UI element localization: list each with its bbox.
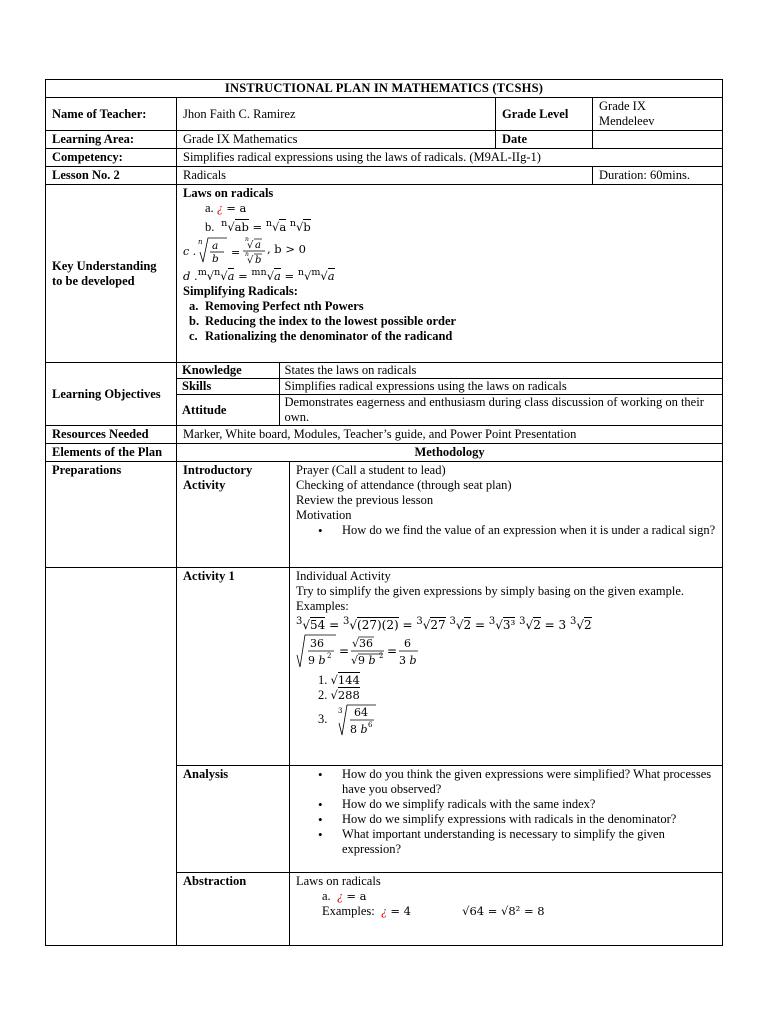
laws-title: Laws on radicals (183, 186, 274, 200)
intro-activity-label: Introductory Activity (177, 462, 290, 568)
abstraction-line: Laws on radicals (296, 874, 381, 888)
date-value (593, 131, 723, 149)
methodology-header: Methodology (177, 444, 723, 462)
svg-text:6: 6 (404, 637, 411, 650)
law-c (183, 235, 716, 265)
intro-line: Prayer (Call a student to lead) (296, 463, 446, 477)
intro-line: Review the previous lesson (296, 493, 434, 507)
analysis-question: • How do you think the given expressions were simplified? What processes have you observed? (296, 767, 716, 797)
knowledge-label: Knowledge (177, 363, 279, 379)
motivation-list (296, 523, 716, 538)
simplifying-list (183, 299, 716, 344)
analysis-question: • What important understanding is necessary to simplify the given expression? (296, 827, 716, 857)
grade-value-line2: Mendeleev (599, 114, 655, 128)
simplifying-item: a. Removing Perfect nth Powers (189, 298, 364, 313)
simplifying-item: b. Reducing the index to the lowest possible order (189, 313, 457, 328)
svg-text:b: b (255, 254, 262, 265)
activity1-item: 2. √288 (318, 688, 360, 702)
svg-text:√36: √36 (352, 637, 374, 650)
svg-text:√: √ (247, 254, 254, 265)
svg-text:2: 2 (379, 652, 384, 660)
law-b (183, 216, 716, 235)
svg-text:n: n (198, 237, 203, 246)
abstraction-examples (296, 904, 716, 919)
elements-label: Elements of the Plan (46, 444, 177, 462)
intro-activity-content (290, 462, 723, 568)
grade-level-value (593, 98, 723, 131)
example-symbol: ¿ (377, 904, 388, 918)
teacher-label: Name of Teacher: (46, 98, 177, 131)
svg-text:3 b: 3 b (399, 654, 417, 667)
resources-label: Resources Needed (46, 426, 177, 444)
knowledge-value: States the laws on radicals (279, 363, 722, 379)
example2-value: √64 = √8² = 8 (462, 904, 545, 918)
lesson-value: Radicals (177, 167, 593, 185)
svg-text:c .: c . (183, 244, 197, 258)
svg-text:n: n (245, 250, 249, 258)
analysis-label: Analysis (177, 766, 290, 873)
svg-text:9 b: 9 b (308, 654, 326, 667)
example1-value: = 4 (390, 904, 411, 918)
preparations-label: Preparations (46, 462, 177, 568)
example-cube-root: $^3$√54 = $^3$√(27)(2) = $^3$√27 $^3$√2 = $^3$√3³ $^3$√2 = 3 $^3$√2 (296, 616, 592, 632)
examples-label: Examples: (322, 904, 375, 918)
plan-title: INSTRUCTIONAL PLAN IN MATHEMATICS (TCSHS) (46, 80, 723, 98)
item2-value: 288 (337, 688, 360, 702)
simplifying-title: Simplifying Radicals: (183, 283, 298, 298)
svg-text:a: a (255, 239, 261, 251)
learning-objectives-label: Learning Objectives (46, 363, 177, 426)
item3-formula (338, 703, 408, 737)
svg-text:6: 6 (368, 721, 373, 729)
law-b-mark: b. (205, 219, 215, 234)
date-label: Date (496, 131, 593, 149)
activity1-item: 1. √144 (318, 673, 360, 687)
skills-value: Simplifies radical expressions using the laws on radicals (279, 379, 722, 395)
grade-level-label: Grade Level (496, 98, 593, 131)
law-c-condition: , b > 0 (267, 241, 306, 256)
law-a-text: = a (226, 201, 247, 215)
competency-label: Competency: (46, 149, 177, 167)
key-understanding-content (177, 185, 723, 363)
grade-value-line1: Grade IX (599, 99, 646, 113)
svg-text:√9 b: √9 b (351, 654, 376, 667)
intro-line: Motivation (296, 508, 352, 522)
activity1-line: Examples: (296, 599, 349, 613)
intro-line: Checking of attendance (through seat plan) (296, 478, 512, 492)
abstraction-label: Abstraction (177, 873, 290, 946)
svg-text:64: 64 (354, 706, 368, 719)
analysis-content (290, 766, 723, 873)
simplifying-item: c. Rationalizing the denominator of the radicand (189, 328, 453, 343)
key-understanding-label: Key Understanding to be developed (46, 185, 177, 363)
svg-text:36: 36 (310, 637, 324, 650)
item1-value: 144 (337, 673, 360, 687)
learning-area-label: Learning Area: (46, 131, 177, 149)
svg-text:3: 3 (338, 707, 343, 715)
activity1-item: 3. 3 64 8 b 6 (296, 703, 716, 737)
svg-text:=: = (231, 245, 241, 259)
activity1-line: Individual Activity (296, 569, 391, 583)
law-d: d .$^m$√$^n$√a = $^{mn}$√a = $^n$√$^m$√a (183, 266, 335, 283)
svg-text:2: 2 (327, 652, 332, 660)
objectives-table (177, 363, 722, 425)
activity1-label: Activity 1 (177, 568, 290, 766)
abstraction-content (290, 873, 723, 946)
activity1-line: Try to simplify the given expressions by simply basing on the given example. (296, 584, 685, 598)
example-fraction-root (296, 633, 436, 669)
svg-text:=: = (339, 644, 350, 658)
learning-area-value: Grade IX Mathematics (177, 131, 496, 149)
svg-text:=: = (387, 644, 398, 658)
resources-value: Marker, White board, Modules, Teacher’s guide, and Power Point Presentation (177, 426, 723, 444)
law-a-symbol: ¿ (216, 201, 224, 215)
attitude-label: Attitude (177, 395, 279, 426)
instructional-plan-table (45, 79, 723, 946)
svg-text:n: n (245, 235, 249, 243)
law-a (183, 201, 716, 216)
attitude-value: Demonstrates eagerness and enthusiasm during class discussion of working on their own. (279, 395, 722, 426)
duration-value: Duration: 60mins. (593, 167, 723, 185)
activity1-content (290, 568, 723, 766)
svg-text:b: b (212, 252, 219, 265)
analysis-list (296, 767, 716, 857)
abstraction-law-a: a. ¿ = a (322, 889, 367, 903)
teacher-value: Jhon Faith C. Ramirez (177, 98, 496, 131)
analysis-question: • How do we simplify radicals with the same index? (296, 797, 716, 812)
svg-text:√: √ (247, 239, 254, 251)
learning-objectives-content (177, 363, 723, 426)
abstraction-symbol: ¿ (333, 889, 344, 903)
svg-text:8 b: 8 b (350, 723, 368, 736)
skills-label: Skills (177, 379, 279, 395)
empty-left-cell (46, 568, 177, 946)
svg-text:a: a (212, 239, 219, 252)
competency-value: Simplifies radical expressions using the laws of radicals. (M9AL-IIg-1) (177, 149, 723, 167)
law-b-formula: $^n$√ab = $^n$√a $^n$√b (221, 218, 311, 234)
lesson-label: Lesson No. 2 (46, 167, 177, 185)
law-a-mark: a. (205, 201, 214, 215)
analysis-question: • How do we simplify expressions with radicals in the denominator? (296, 812, 716, 827)
motivation-question: • How do we find the value of an expression when it is under a radical sign? (296, 523, 716, 538)
